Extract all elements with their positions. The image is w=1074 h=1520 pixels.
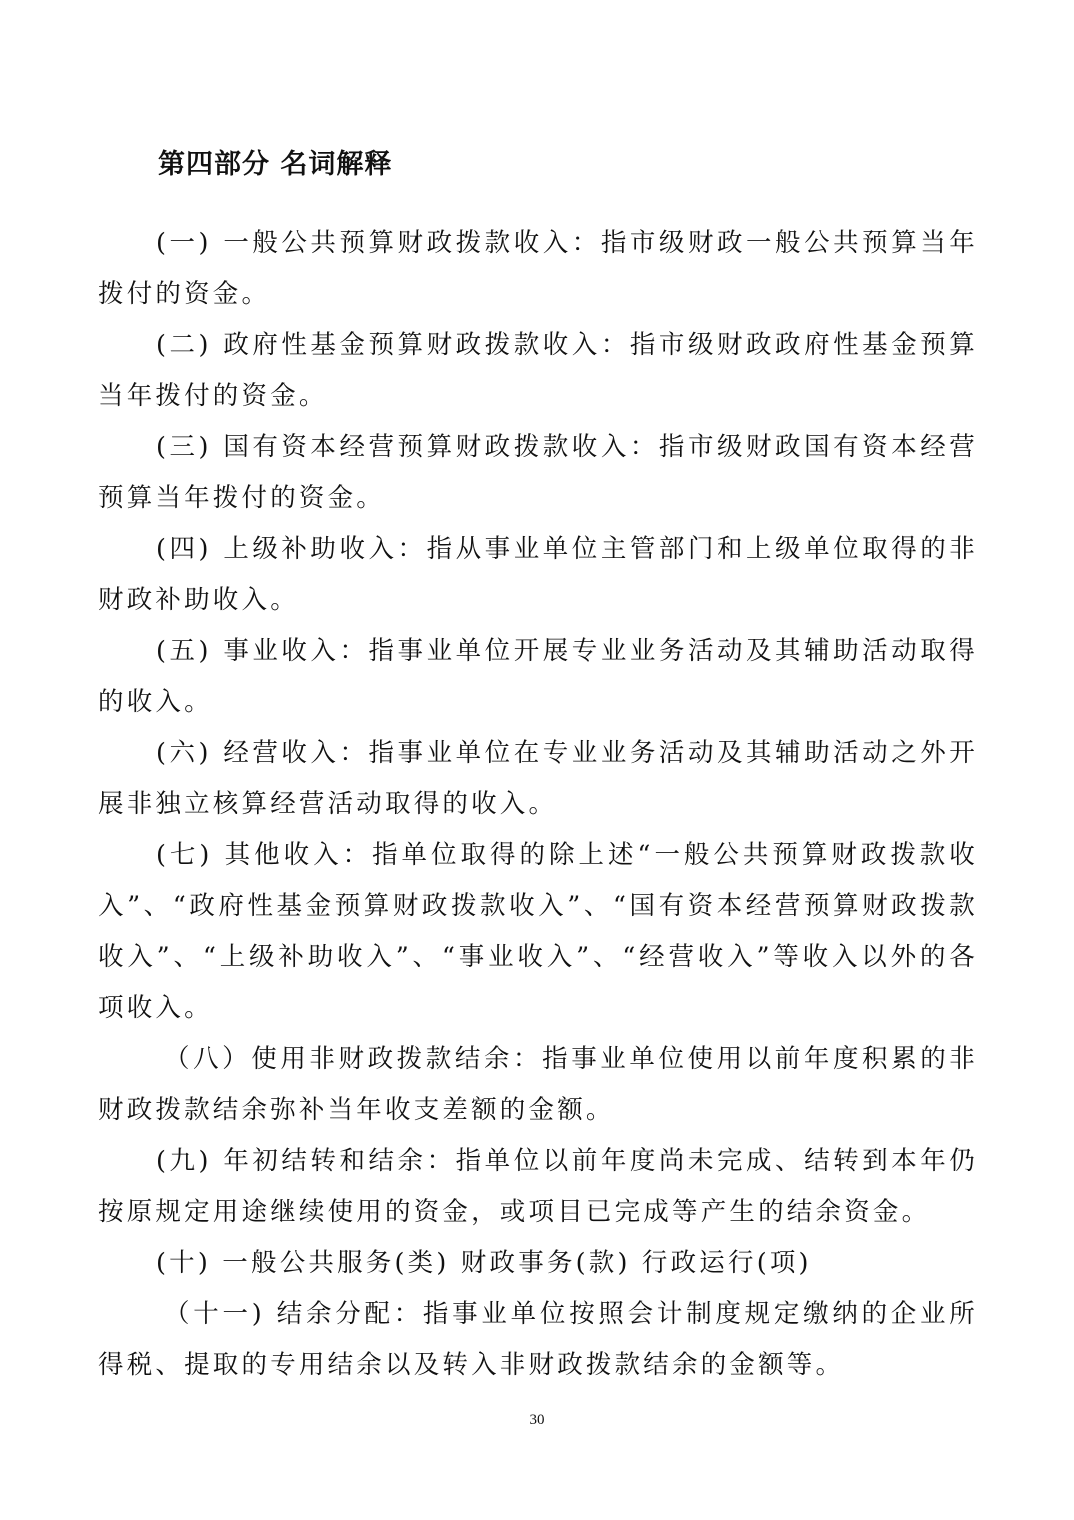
definition-paragraph-5: (五) 事业收入：指事业单位开展专业业务活动及其辅助活动取得的收入。 (98, 636, 978, 717)
definition-paragraph-4: (四) 上级补助收入：指从事业单位主管部门和上级单位取得的非财政补助收入。 (98, 534, 978, 615)
definition-paragraph-1: (一) 一般公共预算财政拨款收入：指市级财政一般公共预算当年拨付的资金。 (98, 228, 978, 309)
definition-paragraph-3: (三) 国有资本经营预算财政拨款收入：指市级财政国有资本经营预算当年拨付的资金。 (98, 432, 978, 513)
definition-paragraph-8: （八）使用非财政拨款结余：指事业单位使用以前年度积累的非财政拨款结余弥补当年收支差额的金额。 (98, 1044, 978, 1125)
definition-paragraph-11: （十一) 结余分配：指事业单位按照会计制度规定缴纳的企业所得税、提取的专用结余以及转入非财政拨款结余的金额等。 (98, 1299, 978, 1380)
definition-paragraph-9: (九) 年初结转和结余：指单位以前年度尚未完成、结转到本年仍按原规定用途继续使用的资金，或项目已完成等产生的结余资金。 (98, 1146, 978, 1227)
definition-paragraph-10: (十) 一般公共服务(类) 财政事务(款) 行政运行(项) (156, 1248, 812, 1278)
definition-paragraph-2: (二) 政府性基金预算财政拨款收入：指市级财政政府性基金预算当年拨付的资金。 (98, 330, 978, 411)
section-heading: 第四部分 名词解释 (158, 149, 393, 180)
page-number: 30 (529, 1412, 545, 1428)
definition-paragraph-6: (六) 经营收入：指事业单位在专业业务活动及其辅助活动之外开展非独立核算经营活动取得的收入。 (98, 738, 978, 819)
definition-paragraph-7: (七) 其他收入：指单位取得的除上述“一般公共预算财政拨款收入”、“政府性基金预算财政拨款收入”、“国有资本经营预算财政拨款收入”、“上级补助收入”、“事业收入”、“经营收入”等收入以外的各项收入。 (98, 840, 978, 1023)
definitions-body (98, 218, 978, 1391)
